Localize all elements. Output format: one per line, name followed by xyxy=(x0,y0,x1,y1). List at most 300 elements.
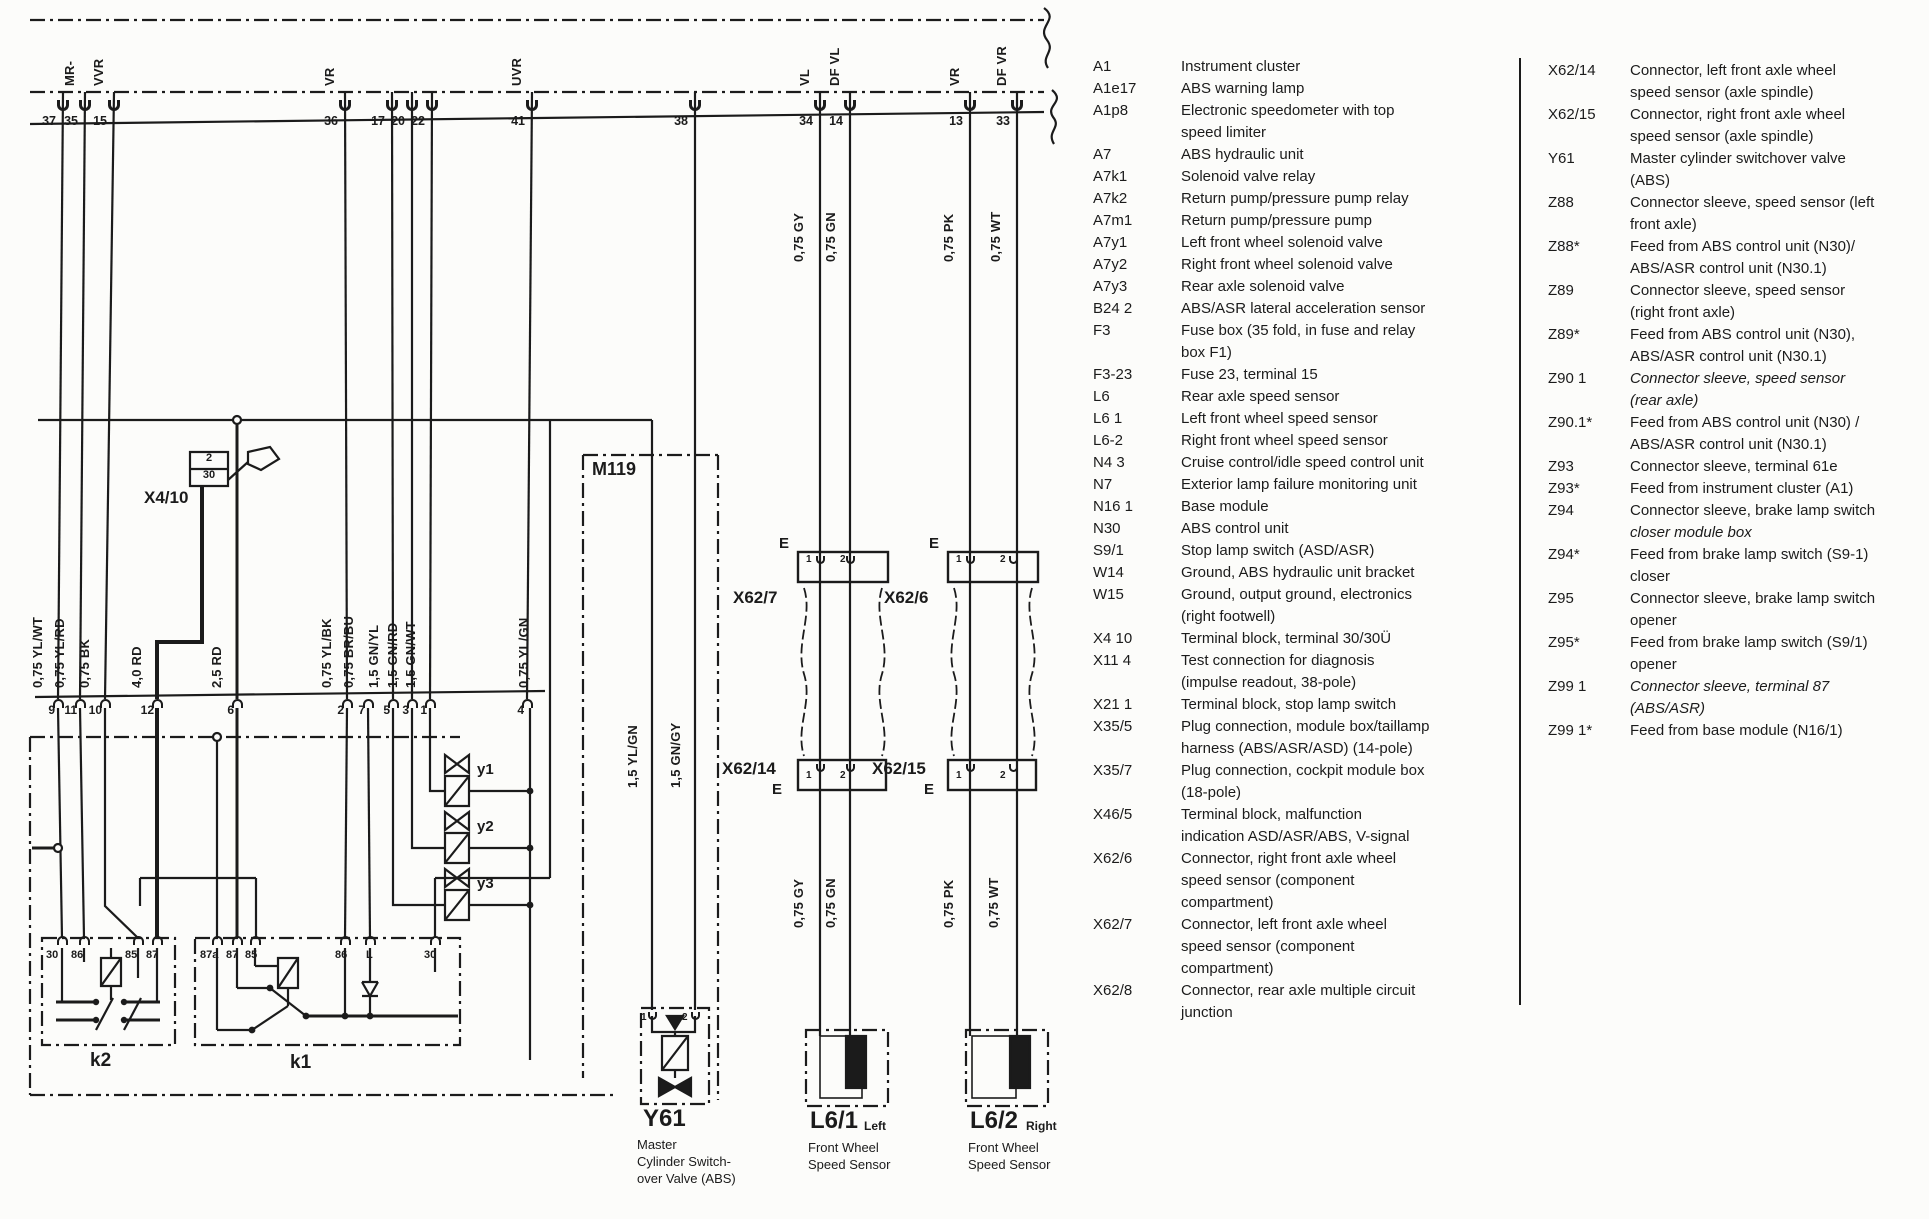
legend-code: N30 xyxy=(1093,520,1121,537)
legend-code: S9/1 xyxy=(1093,542,1124,559)
wire-label: 1,5 YL/GN xyxy=(625,725,640,788)
legend-code: A7k2 xyxy=(1093,190,1128,207)
legend-description xyxy=(1181,694,1396,716)
legend-description xyxy=(1181,78,1304,100)
legend-entry xyxy=(1093,430,1517,452)
connector-e-label: E xyxy=(924,781,935,798)
legend-line: front axle) xyxy=(1630,216,1697,233)
relay-pin xyxy=(365,936,376,945)
legend-line: Test connection for diagnosis xyxy=(1181,652,1375,669)
caption: Left xyxy=(864,1119,886,1133)
legend-line: compartment) xyxy=(1181,960,1274,977)
relay-pin-number: 85 xyxy=(125,949,138,961)
wire-label: 2,5 RD xyxy=(209,646,224,688)
legend-line: compartment) xyxy=(1181,894,1274,911)
legend-entry xyxy=(1093,980,1517,1024)
legend-line: Right front wheel solenoid valve xyxy=(1181,256,1393,273)
legend-code: X35/7 xyxy=(1093,762,1133,779)
legend-description xyxy=(1181,188,1409,210)
relay-pin xyxy=(232,936,243,945)
legend-line: Plug connection, cockpit module box xyxy=(1181,762,1425,779)
component-label-x62-7: X62/7 xyxy=(733,588,778,607)
wire-label: 0,75 BR/BU xyxy=(341,615,356,688)
wire-label: 0,75 YL/BK xyxy=(319,618,334,688)
legend-description xyxy=(1630,368,1845,412)
legend-line: (right footwell) xyxy=(1181,608,1276,625)
terminal-number: 38 xyxy=(674,114,688,128)
legend-code: X62/6 xyxy=(1093,850,1133,867)
legend-description xyxy=(1181,430,1388,452)
legend-line: box F1) xyxy=(1181,344,1232,361)
legend-description xyxy=(1181,166,1315,188)
wire-label: 0,75 YL/RD xyxy=(52,618,67,688)
legend-line: Feed from ABS control unit (N30) / xyxy=(1630,414,1860,431)
legend-line: ABS/ASR control unit (N30.1) xyxy=(1630,260,1827,277)
legend-description xyxy=(1630,412,1859,456)
legend-code: Z90 1 xyxy=(1548,370,1587,387)
legend-code: X62/14 xyxy=(1548,62,1596,79)
legend-entry xyxy=(1093,716,1517,760)
legend-line: ABS/ASR control unit (N30.1) xyxy=(1630,436,1827,453)
pin-number: 11 xyxy=(64,703,77,717)
legend-line: (18-pole) xyxy=(1181,784,1242,801)
legend-entry xyxy=(1093,650,1517,694)
legend-entry xyxy=(1093,694,1517,716)
component-label-x4-10: X4/10 xyxy=(144,488,189,507)
valve-label-y2: y2 xyxy=(477,818,494,835)
legend-entry xyxy=(1093,100,1517,144)
legend-entry xyxy=(1093,298,1517,320)
component-label-x62-14: X62/14 xyxy=(722,759,776,778)
legend-entry xyxy=(1093,408,1517,430)
legend-entry xyxy=(1093,364,1517,386)
legend-code: Z89 xyxy=(1548,282,1574,299)
legend-line: Electronic speedometer with top xyxy=(1181,102,1395,119)
legend-line: Connector sleeve, speed sensor xyxy=(1630,370,1846,387)
legend-line: closer module box xyxy=(1630,524,1752,541)
caption: Speed Sensor xyxy=(968,1157,1051,1172)
legend-code: Z93* xyxy=(1548,480,1580,497)
legend-description xyxy=(1630,544,1868,588)
legend-line: Connector sleeve, terminal 87 xyxy=(1630,678,1830,695)
legend-entry xyxy=(1548,720,1924,742)
legend-code: Z95* xyxy=(1548,634,1580,651)
legend-code: A7y2 xyxy=(1093,256,1128,273)
legend-line: Cruise control/idle speed control unit xyxy=(1181,454,1424,471)
legend-entry xyxy=(1093,78,1517,100)
legend-line: speed limiter xyxy=(1181,124,1267,141)
legend-entry xyxy=(1548,104,1924,148)
legend-entry xyxy=(1093,56,1517,78)
legend-code: N4 3 xyxy=(1093,454,1125,471)
terminal-number: 22 xyxy=(411,114,425,128)
relay-pin-number: 87a xyxy=(200,949,219,961)
legend-description xyxy=(1630,280,1845,324)
legend-code: A1e17 xyxy=(1093,80,1137,97)
legend-line: Instrument cluster xyxy=(1181,58,1301,75)
legend-code: X62/8 xyxy=(1093,982,1133,999)
terminal-number: 17 xyxy=(371,114,385,128)
relay-pin xyxy=(430,936,441,945)
legend-line: Connector, right front axle wheel xyxy=(1181,850,1397,867)
legend-description xyxy=(1181,298,1425,320)
legend-entry xyxy=(1548,368,1924,412)
wire-label: 0,75 PK xyxy=(941,213,956,262)
legend-line: Ground, ABS hydraulic unit bracket xyxy=(1181,564,1415,581)
relay-label-k2: k2 xyxy=(90,1050,112,1071)
legend-code: F3-23 xyxy=(1093,366,1133,383)
legend-description xyxy=(1630,148,1846,192)
legend-description xyxy=(1630,478,1853,500)
legend-line: Stop lamp switch (ASD/ASR) xyxy=(1181,542,1375,559)
pin-number: 5 xyxy=(383,703,390,717)
wire-label: 4,0 RD xyxy=(129,646,144,688)
relay-pin xyxy=(57,936,68,945)
legend-line: opener xyxy=(1630,656,1677,673)
legend-entry xyxy=(1093,452,1517,474)
wire-label: 0,75 YL/WT xyxy=(30,616,45,688)
legend-line: Master cylinder switchover valve xyxy=(1630,150,1846,167)
connector-e-label: E xyxy=(929,535,940,552)
legend-code: Z93 xyxy=(1548,458,1574,475)
legend-description xyxy=(1181,232,1383,254)
legend-entry xyxy=(1548,60,1924,104)
legend-line: Connector, right front axle wheel xyxy=(1630,106,1846,123)
wire-label: DF VR xyxy=(994,46,1009,86)
relay-pin-number: 87 xyxy=(226,949,239,961)
legend-description xyxy=(1181,408,1378,430)
legend-description xyxy=(1630,632,1868,676)
legend-code: X46/5 xyxy=(1093,806,1133,823)
legend-entry xyxy=(1093,166,1517,188)
connector-pin-number: 2 xyxy=(1000,770,1006,781)
wire-label: DF VL xyxy=(827,47,842,86)
legend-line: speed sensor (axle spindle) xyxy=(1630,84,1814,101)
wire-label: VVR xyxy=(91,58,106,86)
legend-description xyxy=(1630,720,1843,742)
caption: over Valve (ABS) xyxy=(637,1171,736,1186)
legend-line: (ABS) xyxy=(1630,172,1671,189)
wire-label: 0,75 WT xyxy=(988,211,1003,262)
legend-description xyxy=(1181,716,1429,760)
legend-entry xyxy=(1548,412,1924,456)
relay-pin xyxy=(250,936,261,945)
terminal-number: 33 xyxy=(996,114,1010,128)
pin-number: 1 xyxy=(420,703,427,717)
connector-pin-number: 1 xyxy=(956,770,962,781)
caption: Speed Sensor xyxy=(808,1157,891,1172)
relay-pin xyxy=(340,936,351,945)
legend-line: Terminal block, stop lamp switch xyxy=(1181,696,1397,713)
legend-entry xyxy=(1548,324,1924,368)
legend-entry xyxy=(1093,562,1517,584)
legend-code: Z99 1* xyxy=(1548,722,1593,739)
legend-line: (impulse readout, 38-pole) xyxy=(1181,674,1357,691)
legend-entry xyxy=(1548,544,1924,588)
legend-description xyxy=(1630,104,1845,148)
component-label-x62-6: X62/6 xyxy=(884,588,929,607)
legend-line: Connector sleeve, speed sensor (left xyxy=(1630,194,1875,211)
relay-pin-number: 87 xyxy=(146,949,159,961)
legend-code: A7y3 xyxy=(1093,278,1128,295)
legend-description xyxy=(1181,980,1415,1024)
legend-code: Z88* xyxy=(1548,238,1580,255)
legend-line: Feed from ABS control unit (N30)/ xyxy=(1630,238,1856,255)
legend-code: B24 2 xyxy=(1093,300,1133,317)
legend-line: Connector sleeve, terminal 61e xyxy=(1630,458,1838,475)
legend-code: A7k1 xyxy=(1093,168,1128,185)
terminal-number: 37 xyxy=(42,114,56,128)
connector-e-label: E xyxy=(779,535,790,552)
legend-description xyxy=(1630,588,1875,632)
legend-code: L6 xyxy=(1093,388,1110,405)
legend-entry xyxy=(1093,144,1517,166)
wire-label: 1,5 GN/RD xyxy=(385,622,400,688)
legend-entry xyxy=(1548,456,1924,478)
legend-code: Z94 xyxy=(1548,502,1574,519)
component-label-l6-2: L6/2 xyxy=(970,1107,1019,1134)
legend-entry xyxy=(1548,192,1924,236)
legend-line: Exterior lamp failure monitoring unit xyxy=(1181,476,1417,493)
legend-entry xyxy=(1548,632,1924,676)
wire-label: 0,75 GN xyxy=(823,878,838,928)
relay-pin-number: 30 xyxy=(424,949,437,961)
legend-code: Z90.1* xyxy=(1548,414,1593,431)
legend-entry xyxy=(1548,478,1924,500)
legend-line: Connector sleeve, brake lamp switch xyxy=(1630,502,1876,519)
legend-code: Z94* xyxy=(1548,546,1580,563)
legend-line: Feed from brake lamp switch (S9-1) xyxy=(1630,546,1869,563)
legend-entry xyxy=(1093,232,1517,254)
wire-label: 0,75 GY xyxy=(791,878,806,928)
terminal-block-pin: 2 xyxy=(205,452,213,464)
legend-description xyxy=(1181,144,1304,166)
legend-description xyxy=(1630,324,1855,368)
legend-entry xyxy=(1093,848,1517,914)
legend-column-1 xyxy=(1093,56,1517,1024)
legend-description xyxy=(1181,650,1374,694)
legend-code: A7 xyxy=(1093,146,1112,163)
legend-description xyxy=(1181,452,1424,474)
wire-label: 0,75 GN xyxy=(823,212,838,262)
connector-pin-number: 1 xyxy=(956,554,962,565)
component-label-l6-1: L6/1 xyxy=(810,1107,859,1134)
legend-entry xyxy=(1093,210,1517,232)
legend-code: Z95 xyxy=(1548,590,1574,607)
legend-line: opener xyxy=(1630,612,1677,629)
legend-code: A1p8 xyxy=(1093,102,1129,119)
terminal-number: 41 xyxy=(511,114,525,128)
legend-line: Base module xyxy=(1181,498,1269,515)
relay-pin xyxy=(133,936,144,945)
pin-number: 10 xyxy=(88,703,102,717)
connector-e-label: E xyxy=(772,781,783,798)
legend-entry xyxy=(1548,148,1924,192)
valve-label-y3: y3 xyxy=(477,875,494,892)
legend-description xyxy=(1630,236,1855,280)
legend-line: indication ASD/ASR/ABS, V-signal xyxy=(1181,828,1410,845)
legend-line: Terminal block, malfunction xyxy=(1181,806,1362,823)
legend-description xyxy=(1181,760,1424,804)
legend-code: N16 1 xyxy=(1093,498,1134,515)
legend-code: X21 1 xyxy=(1093,696,1133,713)
legend-line: Solenoid valve relay xyxy=(1181,168,1316,185)
legend-line: Rear axle solenoid valve xyxy=(1181,278,1345,295)
wire-label: 0,75 WT xyxy=(986,877,1001,928)
legend-column-2 xyxy=(1548,60,1924,742)
legend-line: ABS warning lamp xyxy=(1181,80,1305,97)
terminal-number: 35 xyxy=(64,114,78,128)
legend-description xyxy=(1181,914,1387,980)
legend-line: Plug connection, module box/taillamp xyxy=(1181,718,1430,735)
wire-label: 1,5 GN/GY xyxy=(668,722,683,788)
legend-line: Feed from ABS control unit (N30), xyxy=(1630,326,1856,343)
legend-entry xyxy=(1548,588,1924,632)
legend-line: Fuse 23, terminal 15 xyxy=(1181,366,1318,383)
legend-line: speed sensor (axle spindle) xyxy=(1630,128,1814,145)
terminal-block-pin: 30 xyxy=(202,469,216,481)
legend-line: ABS control unit xyxy=(1181,520,1289,537)
legend-code: X35/5 xyxy=(1093,718,1133,735)
legend-line: Left front wheel solenoid valve xyxy=(1181,234,1383,251)
legend-line: Right front wheel speed sensor xyxy=(1181,432,1388,449)
legend-description xyxy=(1181,254,1393,276)
component-label-y61: Y61 xyxy=(643,1105,686,1132)
legend-line: Return pump/pressure pump xyxy=(1181,212,1372,229)
relay-pin xyxy=(212,936,223,945)
legend-line: (ABS/ASR) xyxy=(1630,700,1706,717)
legend-line: Connector sleeve, brake lamp switch xyxy=(1630,590,1876,607)
legend-line: Connector, left front axle wheel xyxy=(1630,62,1836,79)
legend-description xyxy=(1181,562,1414,584)
wire-label: VR xyxy=(947,67,962,86)
legend-description xyxy=(1181,518,1289,540)
relay-label-k1: k1 xyxy=(290,1052,312,1073)
legend-line: Fuse box (35 fold, in fuse and relay xyxy=(1181,322,1416,339)
connector-pin-number: 1 xyxy=(806,554,812,565)
wire-label: MR- xyxy=(62,60,77,86)
relay-pin-number: L xyxy=(366,949,373,961)
legend-entry xyxy=(1093,804,1517,848)
legend-code: A7m1 xyxy=(1093,212,1133,229)
legend-entry xyxy=(1093,188,1517,210)
legend-line: ABS/ASR control unit (N30.1) xyxy=(1630,348,1827,365)
pin-number: 7 xyxy=(358,703,365,717)
legend-entry xyxy=(1548,676,1924,720)
legend-code: X62/15 xyxy=(1548,106,1596,123)
connector-pin-number: 2 xyxy=(1000,554,1006,565)
relay-pin-number: 86 xyxy=(71,949,84,961)
pin-number: 4 xyxy=(517,703,524,717)
legend-line: (right front axle) xyxy=(1630,304,1736,321)
wire-label: 0,75 GY xyxy=(791,212,806,262)
legend-description xyxy=(1181,210,1372,232)
legend-entry xyxy=(1093,320,1517,364)
legend-description xyxy=(1181,804,1409,848)
legend-description xyxy=(1181,540,1374,562)
connector-pin-number: 2 xyxy=(840,554,846,565)
legend-line: speed sensor (component xyxy=(1181,872,1355,889)
legend-line: Connector, rear axle multiple circuit xyxy=(1181,982,1416,999)
legend-line: Feed from base module (N16/1) xyxy=(1630,722,1843,739)
caption: Cylinder Switch- xyxy=(637,1154,731,1169)
caption: Right xyxy=(1026,1119,1057,1133)
legend-entry xyxy=(1548,280,1924,324)
legend-entry xyxy=(1093,628,1517,650)
valve-label-y1: y1 xyxy=(477,761,494,778)
legend-line: ABS hydraulic unit xyxy=(1181,146,1304,163)
legend-description xyxy=(1181,628,1391,650)
legend-description xyxy=(1181,848,1396,914)
legend-entry xyxy=(1093,540,1517,562)
terminal-number: 15 xyxy=(93,114,107,128)
legend-line: (rear axle) xyxy=(1630,392,1699,409)
legend-description xyxy=(1181,320,1415,364)
legend-code: Y61 xyxy=(1548,150,1575,167)
legend-entry xyxy=(1093,518,1517,540)
terminal-number: 36 xyxy=(324,114,338,128)
legend-entry xyxy=(1093,386,1517,408)
legend-code: X11 4 xyxy=(1093,652,1132,669)
terminal-number: 14 xyxy=(829,114,843,128)
legend-description xyxy=(1181,496,1269,518)
relay-pin xyxy=(152,936,163,945)
legend-entry xyxy=(1548,236,1924,280)
pin-number: 6 xyxy=(227,703,234,717)
legend-line: closer xyxy=(1630,568,1671,585)
legend-entry xyxy=(1093,496,1517,518)
legend-entry xyxy=(1093,254,1517,276)
legend-code: N7 xyxy=(1093,476,1113,493)
wire-label: 1,5 GN/WT xyxy=(403,621,418,688)
component-label-x62-15: X62/15 xyxy=(872,759,926,778)
connector-pin-number: 2 xyxy=(840,770,846,781)
legend-code: L6-2 xyxy=(1093,432,1124,449)
legend-line: junction xyxy=(1181,1004,1233,1021)
caption: Master xyxy=(637,1137,677,1152)
wire-label: 0,75 YL/GN xyxy=(516,617,531,688)
legend-line: Terminal block, terminal 30/30Ü xyxy=(1181,630,1392,647)
legend-line: Rear axle speed sensor xyxy=(1181,388,1340,405)
connector-pin-number: 1 xyxy=(641,1012,647,1023)
wire-label: 0,75 PK xyxy=(941,879,956,928)
legend-code: W15 xyxy=(1093,586,1124,603)
legend-entry xyxy=(1093,276,1517,298)
legend-entry xyxy=(1093,584,1517,628)
legend-description xyxy=(1181,364,1318,386)
pin-number: 3 xyxy=(402,703,409,717)
legend-line: Left front wheel speed sensor xyxy=(1181,410,1378,427)
legend-entry xyxy=(1093,474,1517,496)
legend-description xyxy=(1181,386,1339,408)
legend-line: Connector sleeve, speed sensor xyxy=(1630,282,1846,299)
legend-line: harness (ABS/ASR/ASD) (14-pole) xyxy=(1181,740,1413,757)
caption: Front Wheel xyxy=(808,1140,879,1155)
wire-label: VL xyxy=(797,68,812,86)
legend-description xyxy=(1181,474,1417,496)
legend-description xyxy=(1630,456,1838,478)
component-label-m119: M119 xyxy=(592,459,637,479)
legend-line: ABS/ASR lateral acceleration sensor xyxy=(1181,300,1426,317)
legend-description xyxy=(1630,500,1875,544)
legend-code: Z89* xyxy=(1548,326,1580,343)
caption: Front Wheel xyxy=(968,1140,1039,1155)
legend-line: Feed from brake lamp switch (S9/1) xyxy=(1630,634,1868,651)
wire-label: UVR xyxy=(509,57,524,86)
connector-pin-number: 2 xyxy=(682,1012,688,1023)
legend-line: Feed from instrument cluster (A1) xyxy=(1630,480,1854,497)
legend-description xyxy=(1630,192,1874,236)
